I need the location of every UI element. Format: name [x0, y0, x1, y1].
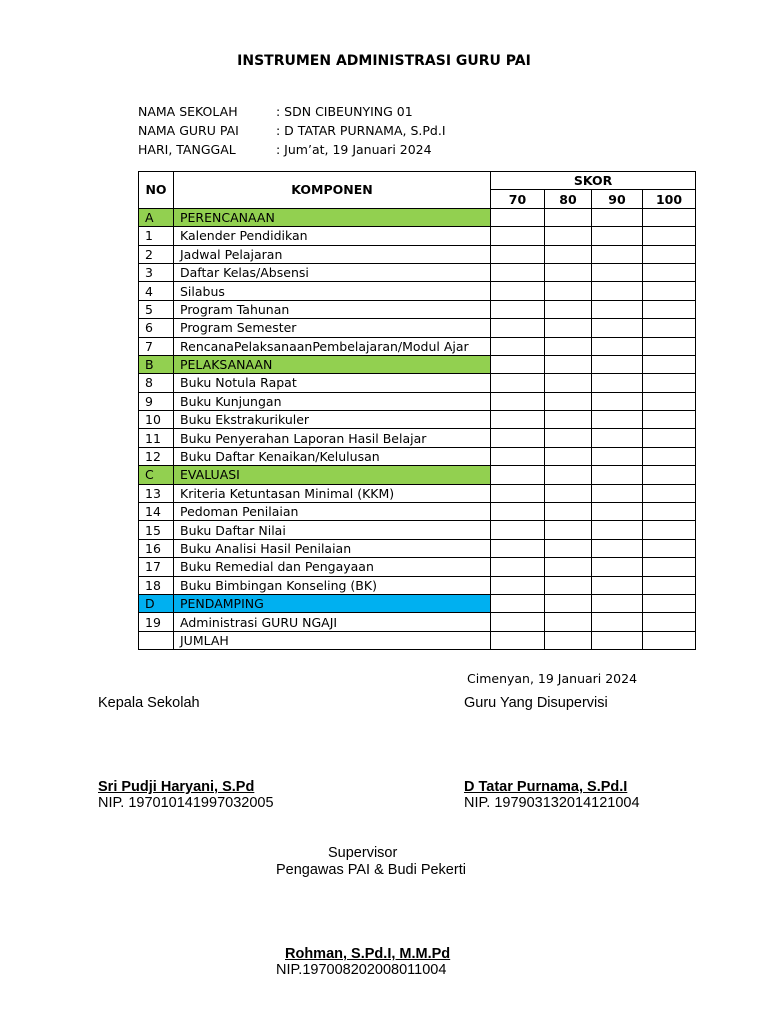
row-component: Jadwal Pelajaran [174, 245, 491, 263]
table-row [139, 539, 696, 557]
table-row [139, 374, 696, 392]
date-label: HARI, TANGGAL [138, 142, 236, 157]
row-number: 13 [139, 484, 174, 502]
score-cell-100[interactable] [643, 558, 696, 576]
row-component: Buku Notula Rapat [174, 374, 491, 392]
score-cell-70[interactable] [491, 594, 545, 612]
row-number: D [139, 594, 174, 612]
score-cell-80[interactable] [545, 245, 592, 263]
score-cell-90[interactable] [592, 300, 643, 318]
score-cell-100[interactable] [643, 521, 696, 539]
score-cell-70[interactable] [491, 227, 545, 245]
school-label: NAMA SEKOLAH [138, 104, 238, 119]
row-number: 4 [139, 282, 174, 300]
score-cell-80[interactable] [545, 392, 592, 410]
table-row [139, 300, 696, 318]
score-cell-90[interactable] [592, 429, 643, 447]
row-number: 1 [139, 227, 174, 245]
score-cell-100[interactable] [643, 631, 696, 649]
score-cell-90[interactable] [592, 539, 643, 557]
score-cell-80[interactable] [545, 411, 592, 429]
header-score-90: 90 [592, 190, 643, 208]
table-row [139, 337, 696, 355]
row-number: A [139, 208, 174, 226]
table-row [139, 429, 696, 447]
supervisor-role: Supervisor [328, 845, 398, 861]
score-cell-80[interactable] [545, 208, 592, 226]
score-cell-100[interactable] [643, 282, 696, 300]
assessment-table [138, 171, 696, 650]
score-cell-90[interactable] [592, 337, 643, 355]
row-number: 2 [139, 245, 174, 263]
score-cell-80[interactable] [545, 466, 592, 484]
section-row [139, 208, 696, 226]
score-cell-80[interactable] [545, 227, 592, 245]
row-component: Kriteria Ketuntasan Minimal (KKM) [174, 484, 491, 502]
score-cell-90[interactable] [592, 392, 643, 410]
score-cell-70[interactable] [491, 245, 545, 263]
teacher-value: : D TATAR PURNAMA, S.Pd.I [276, 123, 446, 138]
score-cell-90[interactable] [592, 558, 643, 576]
score-cell-90[interactable] [592, 576, 643, 594]
table-row [139, 245, 696, 263]
date-value: : Jum’at, 19 Januari 2024 [276, 142, 432, 157]
table-row [139, 282, 696, 300]
score-cell-100[interactable] [643, 319, 696, 337]
score-cell-90[interactable] [592, 466, 643, 484]
score-cell-70[interactable] [491, 521, 545, 539]
header-score-80: 80 [545, 190, 592, 208]
score-cell-70[interactable] [491, 263, 545, 281]
left-signer-nip: NIP. 197010141997032005 [98, 795, 274, 811]
score-cell-100[interactable] [643, 392, 696, 410]
header-score-70: 70 [491, 190, 545, 208]
row-component: Buku Penyerahan Laporan Hasil Belajar [174, 429, 491, 447]
score-cell-70[interactable] [491, 447, 545, 465]
row-component: Administrasi GURU NGAJI [174, 613, 491, 631]
score-cell-100[interactable] [643, 245, 696, 263]
table-row [139, 631, 696, 649]
row-component: EVALUASI [174, 466, 491, 484]
row-component: Pedoman Penilaian [174, 503, 491, 521]
row-component: Buku Daftar Nilai [174, 521, 491, 539]
left-signer-role: Kepala Sekolah [98, 695, 200, 711]
section-row [139, 466, 696, 484]
score-cell-80[interactable] [545, 447, 592, 465]
row-component: Program Tahunan [174, 300, 491, 318]
score-cell-80[interactable] [545, 282, 592, 300]
score-cell-90[interactable] [592, 208, 643, 226]
row-number: 12 [139, 447, 174, 465]
row-number: 7 [139, 337, 174, 355]
score-cell-70[interactable] [491, 411, 545, 429]
table-row [139, 263, 696, 281]
row-number: 14 [139, 503, 174, 521]
row-number: 9 [139, 392, 174, 410]
score-cell-70[interactable] [491, 429, 545, 447]
row-component: Kalender Pendidikan [174, 227, 491, 245]
header-score-100: 100 [643, 190, 696, 208]
score-cell-70[interactable] [491, 337, 545, 355]
section-row [139, 594, 696, 612]
score-cell-70[interactable] [491, 392, 545, 410]
score-cell-80[interactable] [545, 521, 592, 539]
row-number: 18 [139, 576, 174, 594]
score-cell-90[interactable] [592, 503, 643, 521]
row-component: PELAKSANAAN [174, 355, 491, 373]
row-number: 11 [139, 429, 174, 447]
school-value: : SDN CIBEUNYING 01 [276, 104, 413, 119]
score-cell-70[interactable] [491, 484, 545, 502]
score-cell-80[interactable] [545, 484, 592, 502]
score-cell-100[interactable] [643, 503, 696, 521]
score-cell-70[interactable] [491, 300, 545, 318]
score-cell-70[interactable] [491, 576, 545, 594]
table-row [139, 613, 696, 631]
row-component: PERENCANAAN [174, 208, 491, 226]
row-number: 6 [139, 319, 174, 337]
score-cell-90[interactable] [592, 613, 643, 631]
row-number: 16 [139, 539, 174, 557]
score-cell-80[interactable] [545, 263, 592, 281]
score-cell-100[interactable] [643, 576, 696, 594]
score-cell-90[interactable] [592, 484, 643, 502]
table-row [139, 411, 696, 429]
left-signer-name: Sri Pudji Haryani, S.Pd [98, 779, 255, 795]
table-body [139, 208, 696, 649]
score-cell-90[interactable] [592, 319, 643, 337]
right-signer-nip: NIP. 197903132014121004 [464, 795, 640, 811]
score-cell-90[interactable] [592, 447, 643, 465]
table-row [139, 558, 696, 576]
row-component: Buku Analisi Hasil Penilaian [174, 539, 491, 557]
supervisor-title: Pengawas PAI & Budi Pekerti [276, 862, 466, 878]
score-cell-100[interactable] [643, 263, 696, 281]
score-cell-70[interactable] [491, 374, 545, 392]
score-cell-90[interactable] [592, 521, 643, 539]
row-component: Buku Kunjungan [174, 392, 491, 410]
row-component: Buku Bimbingan Konseling (BK) [174, 576, 491, 594]
score-cell-70[interactable] [491, 613, 545, 631]
row-component: Buku Ekstrakurikuler [174, 411, 491, 429]
score-cell-100[interactable] [643, 411, 696, 429]
row-component: Silabus [174, 282, 491, 300]
row-number [139, 631, 174, 649]
row-number: 17 [139, 558, 174, 576]
table-row [139, 319, 696, 337]
table-row [139, 227, 696, 245]
score-cell-70[interactable] [491, 466, 545, 484]
score-cell-80[interactable] [545, 429, 592, 447]
place-date: Cimenyan, 19 Januari 2024 [467, 671, 638, 686]
score-cell-100[interactable] [643, 466, 696, 484]
score-cell-70[interactable] [491, 319, 545, 337]
table-row [139, 576, 696, 594]
row-component: Buku Daftar Kenaikan/Kelulusan [174, 447, 491, 465]
score-cell-70[interactable] [491, 631, 545, 649]
row-number: 19 [139, 613, 174, 631]
score-cell-90[interactable] [592, 282, 643, 300]
score-cell-80[interactable] [545, 337, 592, 355]
score-cell-80[interactable] [545, 539, 592, 557]
score-cell-100[interactable] [643, 374, 696, 392]
row-component: RencanaPelaksanaanPembelajaran/Modul Ajar [174, 337, 491, 355]
score-cell-90[interactable] [592, 411, 643, 429]
document-title: INSTRUMEN ADMINISTRASI GURU PAI [237, 53, 531, 69]
row-component: PENDAMPING [174, 594, 491, 612]
score-cell-80[interactable] [545, 319, 592, 337]
score-cell-80[interactable] [545, 613, 592, 631]
row-component: JUMLAH [174, 631, 491, 649]
score-cell-90[interactable] [592, 374, 643, 392]
table-row [139, 503, 696, 521]
score-cell-80[interactable] [545, 576, 592, 594]
right-signer-role: Guru Yang Disupervisi [464, 695, 608, 711]
table-row [139, 447, 696, 465]
score-cell-100[interactable] [643, 355, 696, 373]
header-score: SKOR [491, 172, 696, 190]
table-row [139, 521, 696, 539]
score-cell-100[interactable] [643, 447, 696, 465]
score-cell-80[interactable] [545, 594, 592, 612]
row-number: 3 [139, 263, 174, 281]
score-cell-80[interactable] [545, 631, 592, 649]
score-cell-80[interactable] [545, 374, 592, 392]
score-cell-100[interactable] [643, 300, 696, 318]
row-number: B [139, 355, 174, 373]
score-cell-100[interactable] [643, 594, 696, 612]
score-cell-100[interactable] [643, 227, 696, 245]
score-cell-90[interactable] [592, 263, 643, 281]
row-component: Buku Remedial dan Pengayaan [174, 558, 491, 576]
score-cell-80[interactable] [545, 300, 592, 318]
header-component: KOMPONEN [174, 172, 491, 209]
score-cell-80[interactable] [545, 355, 592, 373]
supervisor-nip: NIP.197008202008011004 [276, 962, 447, 978]
right-signer-name: D Tatar Purnama, S.Pd.I [464, 779, 628, 795]
score-cell-70[interactable] [491, 503, 545, 521]
supervisor-name: Rohman, S.Pd.I, M.M.Pd [285, 946, 451, 962]
score-cell-70[interactable] [491, 208, 545, 226]
section-row [139, 355, 696, 373]
row-number: 15 [139, 521, 174, 539]
score-cell-80[interactable] [545, 558, 592, 576]
teacher-label: NAMA GURU PAI [138, 123, 239, 138]
score-cell-80[interactable] [545, 503, 592, 521]
score-cell-90[interactable] [592, 227, 643, 245]
row-component: Program Semester [174, 319, 491, 337]
score-cell-70[interactable] [491, 558, 545, 576]
table-row [139, 392, 696, 410]
row-component: Daftar Kelas/Absensi [174, 263, 491, 281]
score-cell-100[interactable] [643, 337, 696, 355]
row-number: 10 [139, 411, 174, 429]
score-cell-100[interactable] [643, 539, 696, 557]
score-cell-90[interactable] [592, 355, 643, 373]
score-cell-100[interactable] [643, 208, 696, 226]
score-cell-100[interactable] [643, 429, 696, 447]
table-row [139, 484, 696, 502]
score-cell-70[interactable] [491, 355, 545, 373]
score-cell-90[interactable] [592, 594, 643, 612]
score-cell-70[interactable] [491, 539, 545, 557]
score-cell-100[interactable] [643, 613, 696, 631]
header-no: NO [139, 172, 174, 209]
row-number: C [139, 466, 174, 484]
score-cell-70[interactable] [491, 282, 545, 300]
score-cell-90[interactable] [592, 245, 643, 263]
score-cell-90[interactable] [592, 631, 643, 649]
row-number: 8 [139, 374, 174, 392]
row-number: 5 [139, 300, 174, 318]
score-cell-100[interactable] [643, 484, 696, 502]
